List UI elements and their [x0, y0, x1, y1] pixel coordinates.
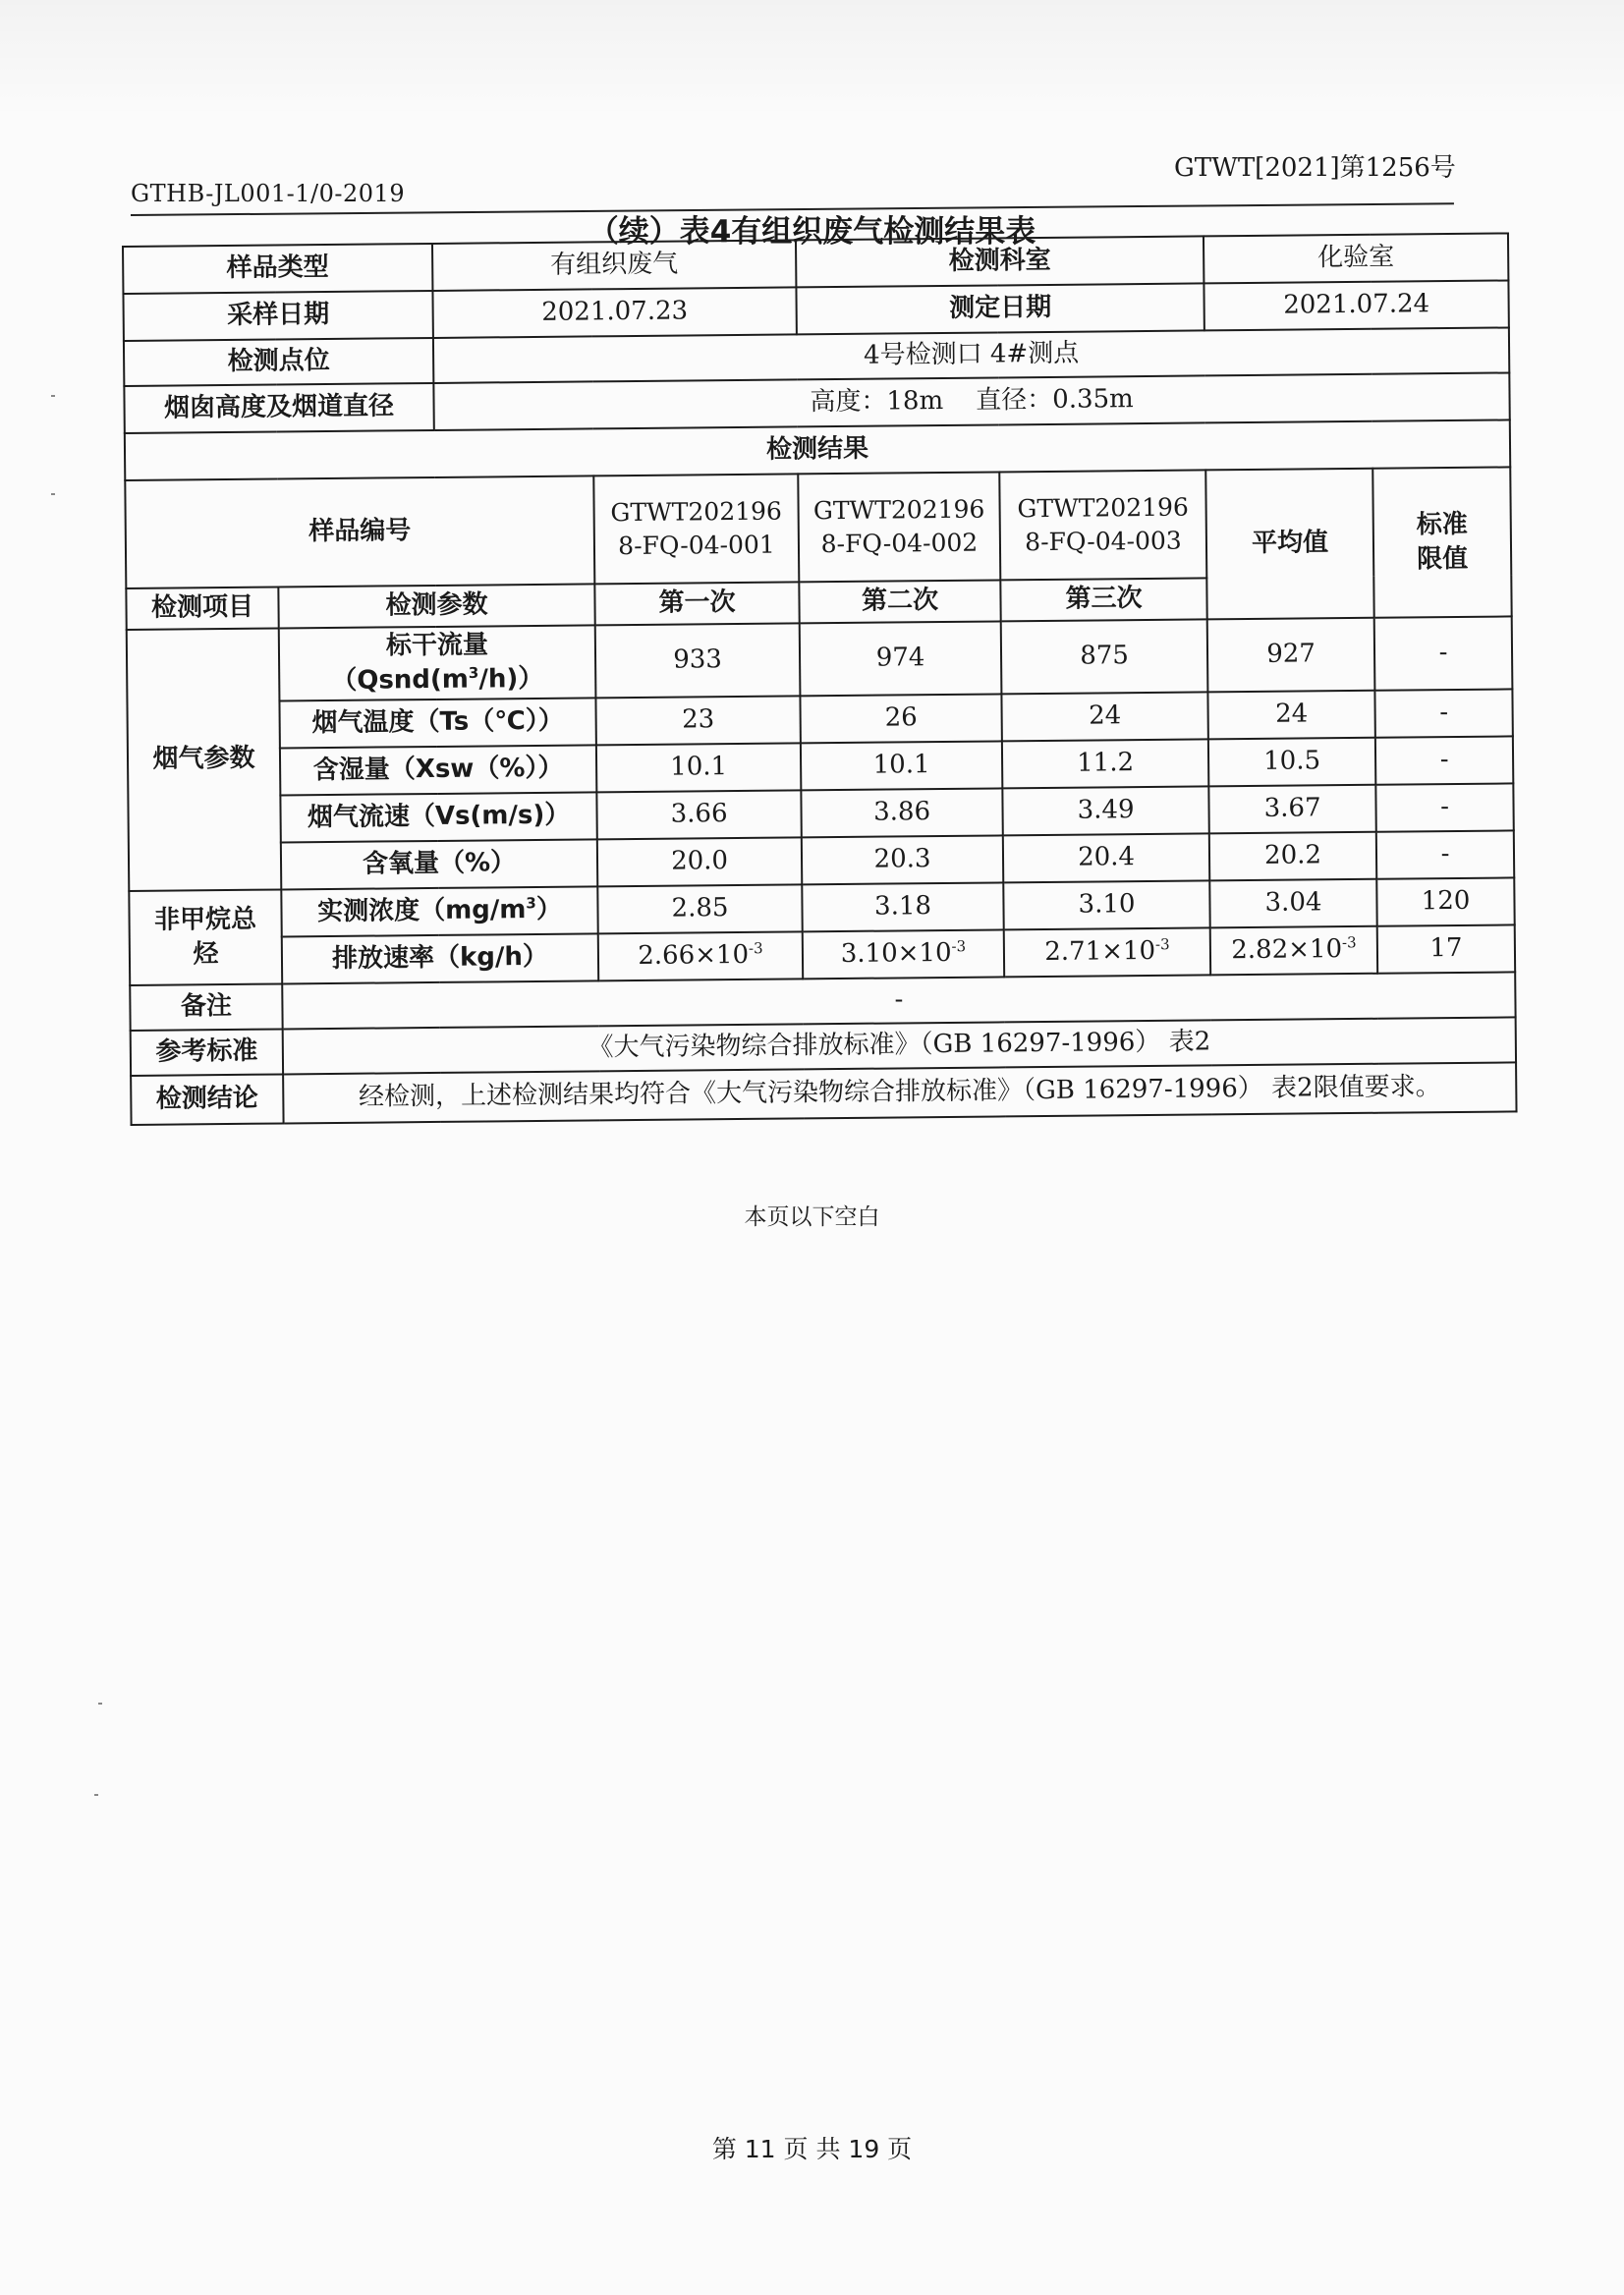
sample-type-value: 有组织废气: [432, 240, 796, 291]
reference-value: 《大气污染物综合排放标准》（GB 16297-1996） 表2: [283, 1017, 1516, 1074]
param-label: 检测参数: [278, 584, 594, 628]
value-average: 10.5: [1208, 738, 1375, 787]
param-cell: 烟气温度（Ts（℃））: [279, 698, 595, 748]
group-label-nmhc: 非甲烷总 烃: [129, 889, 282, 984]
sample-id-3: GTWT202196 8-FQ-04-003: [999, 470, 1206, 580]
report-number: GTWT[2021]第1256号: [1174, 153, 1456, 183]
value-average: 927: [1207, 618, 1375, 693]
scan-speck: [51, 493, 55, 495]
value-limit: -: [1376, 830, 1514, 878]
document-code: GTHB-JL001-1/0-2019: [131, 180, 406, 207]
value-run-2: 3.18: [802, 882, 1003, 931]
sample-no-label: 样品编号: [125, 476, 594, 588]
average-label: 平均值: [1205, 469, 1373, 620]
remark-value: -: [282, 972, 1515, 1029]
table-row: [127, 616, 1513, 702]
value-average: $2.82\times 10^{-3}$: [1210, 926, 1377, 976]
test-date-label: 测定日期: [796, 283, 1204, 334]
value-run-3: 20.4: [1003, 833, 1209, 882]
stack-label: 烟囱高度及烟道直径: [124, 383, 433, 433]
test-date-value: 2021.07.24: [1204, 280, 1508, 330]
value-average: 24: [1207, 691, 1374, 740]
page-title: （续）表4有组织废气检测结果表: [588, 214, 1036, 250]
value-run-2: 20.3: [802, 835, 1003, 884]
value-run-1: 20.0: [597, 837, 802, 886]
scan-speck: [94, 1794, 98, 1796]
value-run-1: $2.66\times 10^{-3}$: [598, 931, 803, 980]
value-limit: -: [1375, 736, 1513, 784]
group-label-flue-gas: 烟气参数: [127, 628, 282, 890]
value-run-3: 24: [1001, 692, 1207, 741]
scan-speck: [98, 1703, 102, 1705]
param-cell: 含湿量（Xsw（%））: [280, 745, 596, 795]
results-table: [122, 232, 1518, 1126]
point-value: 4号检测口 4#测点: [433, 327, 1509, 383]
reference-label: 参考标准: [131, 1029, 283, 1075]
lab-value: 化验室: [1204, 233, 1508, 283]
value-run-1: 10.1: [596, 743, 801, 792]
value-run-1: 3.66: [596, 790, 801, 839]
value-limit: 17: [1377, 924, 1515, 973]
value-run-2: 974: [800, 621, 1002, 696]
param-cell: 烟气流速（Vs(m/s)）: [280, 792, 596, 842]
value-limit: -: [1374, 689, 1512, 737]
sample-type-label: 样品类型: [123, 244, 432, 294]
value-run-1: 23: [595, 696, 800, 745]
value-limit: 120: [1376, 877, 1514, 925]
stack-value: 高度：18m 直径：0.35m: [433, 372, 1509, 430]
conclusion-label: 检测结论: [131, 1074, 283, 1124]
page-number: 第 11 页 共 19 页: [711, 2135, 913, 2163]
param-cell: 实测浓度$(mg/m^3)$: [281, 886, 597, 936]
param-cell: 标干流量 $(Qsnd(m^3/h))$: [279, 625, 596, 700]
limit-label: 标准 限值: [1372, 467, 1511, 617]
blank-below-note: 本页以下空白: [744, 1204, 880, 1230]
value-run-3: $2.71\times 10^{-3}$: [1004, 927, 1210, 977]
sampling-date-label: 采样日期: [123, 291, 432, 341]
results-table-wrapper: [122, 232, 1516, 1125]
lab-label: 检测科室: [796, 236, 1204, 287]
sample-id-2: GTWT202196 8-FQ-04-002: [798, 472, 1000, 582]
param-cell: 排放速率（kg/h）: [282, 933, 598, 983]
remark-label: 备注: [130, 983, 282, 1030]
value-run-2: 3.86: [801, 788, 1002, 837]
value-run-2: $3.10\times 10^{-3}$: [803, 929, 1004, 979]
value-run-3: 11.2: [1002, 739, 1208, 788]
scan-speck: [51, 395, 55, 397]
sample-id-row: [125, 467, 1511, 588]
run-3-label: 第三次: [1000, 578, 1206, 621]
value-limit: -: [1374, 616, 1513, 690]
value-average: 3.67: [1208, 785, 1375, 834]
value-run-3: 3.10: [1003, 880, 1209, 929]
value-average: 3.04: [1209, 879, 1376, 928]
run-2-label: 第二次: [799, 580, 1000, 623]
value-limit: -: [1375, 783, 1513, 831]
run-1-label: 第一次: [594, 582, 799, 625]
sampling-date-value: 2021.07.23: [432, 287, 796, 338]
value-run-1: 933: [595, 623, 801, 698]
sample-id-1: GTWT202196 8-FQ-04-001: [593, 474, 799, 584]
scan-shadow: [0, 0, 1624, 118]
conclusion-value: 经检测，上述检测结果均符合《大气污染物综合排放标准》（GB 16297-1996） 表2限值要求。: [283, 1062, 1516, 1123]
value-run-2: 26: [800, 694, 1001, 743]
value-run-3: 3.49: [1002, 786, 1208, 835]
point-label: 检测点位: [124, 338, 433, 386]
value-run-2: 10.1: [801, 741, 1002, 790]
value-run-1: 2.85: [597, 884, 802, 933]
value-average: 20.2: [1209, 832, 1376, 881]
results-section-label: 检测结果: [125, 420, 1510, 480]
item-label: 检测项目: [126, 587, 278, 629]
param-cell: 含氧量（%）: [281, 839, 597, 889]
value-run-3: 875: [1001, 619, 1208, 694]
